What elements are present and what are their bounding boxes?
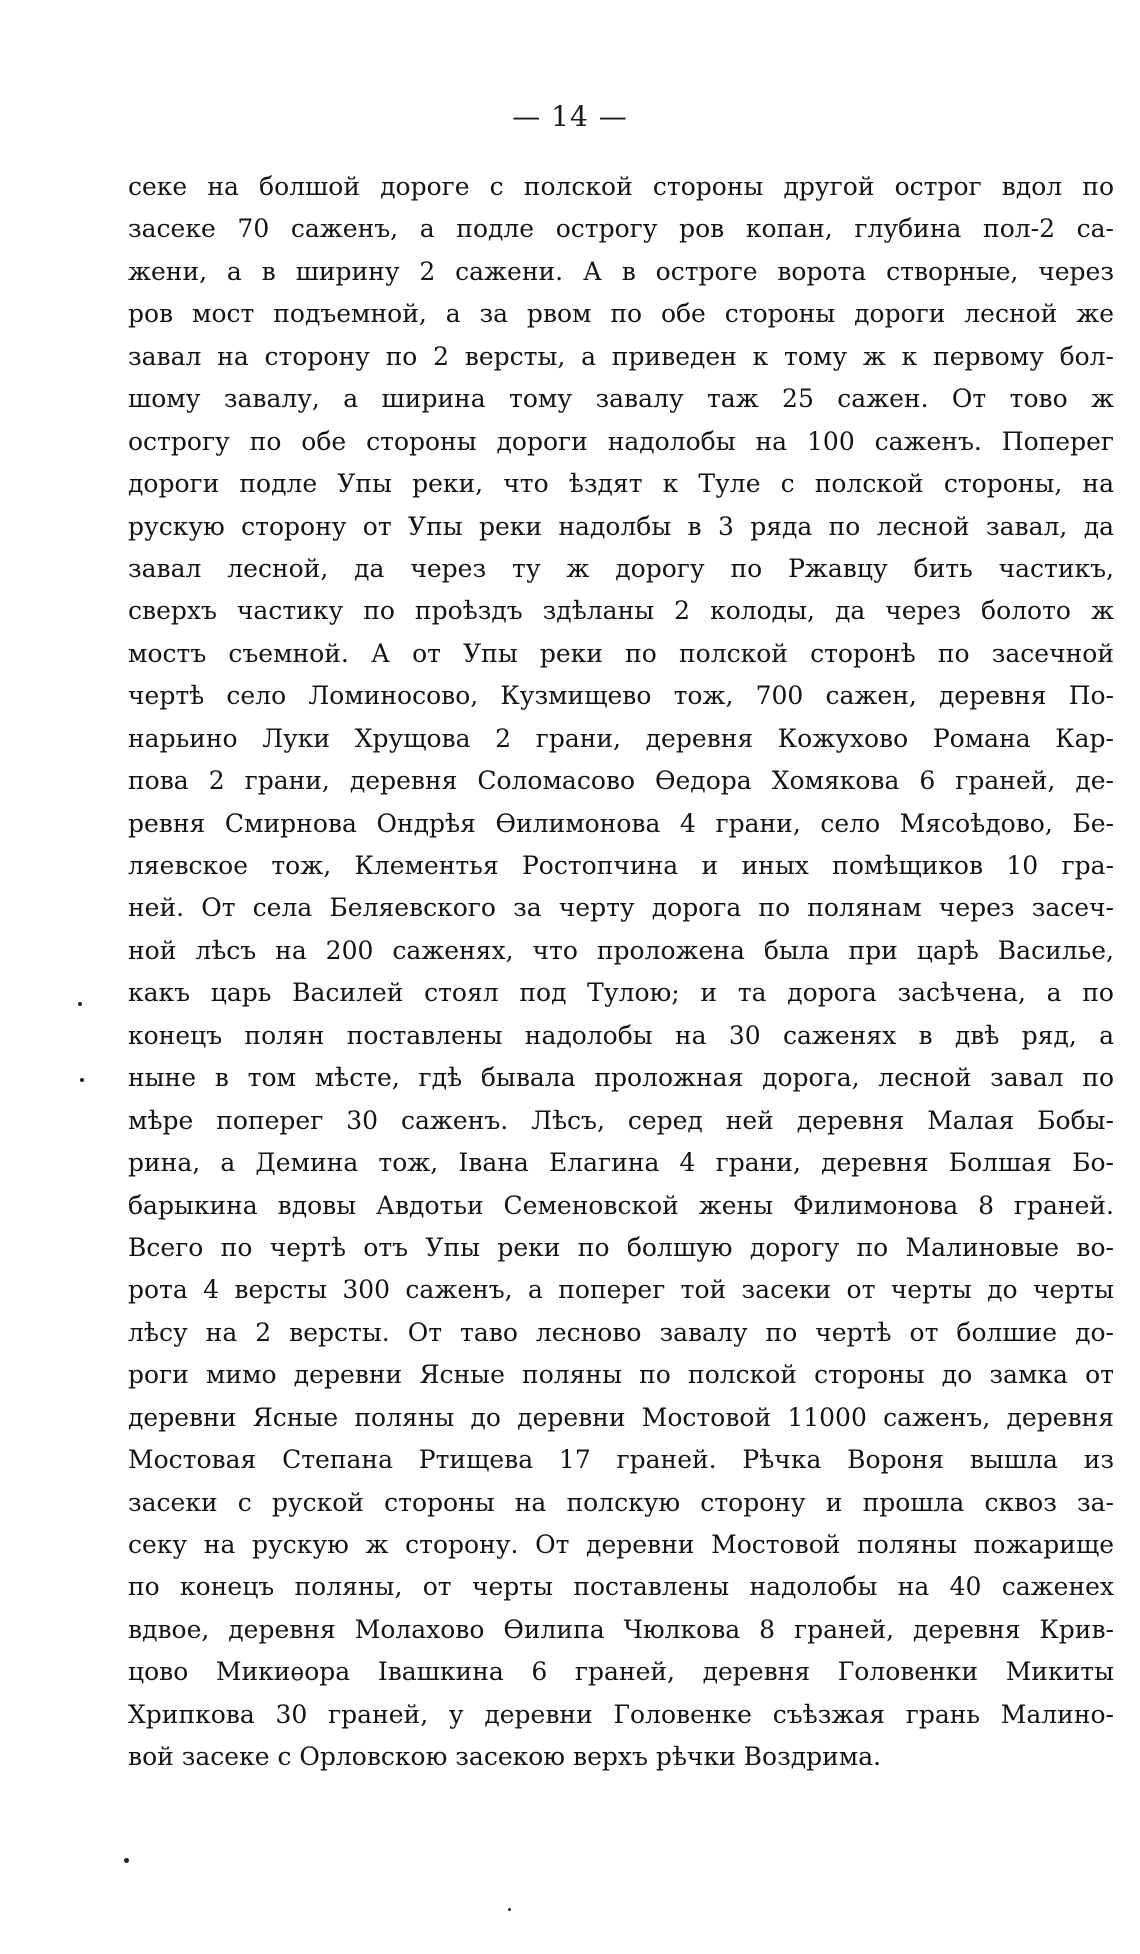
text-line: ляевское тож, Клементья Ростопчина и иных помѣщиков 10 гра- [128,851,1114,880]
text-line: ныне в том мѣсте, гдѣ бывала проложная дорога, лесной завал по [128,1063,1114,1093]
text-line: завал лесной, да через ту ж дорогу по Ржавцу бить частикъ, [128,553,1114,583]
ink-speck [80,1078,84,1082]
text-line: секу на рускую ж сторону. От деревни Мостовой поляны пожарище [128,1530,1114,1559]
text-line: жени, а в ширину 2 сажени. А в остроге ворота створные, через [128,256,1114,286]
text-line: дороги подле Упы реки, что ѣздят к Туле с полской стороны, на [128,469,1114,499]
page-number: — 14 — [512,100,628,133]
text-line: засеке 70 саженъ, а подле острогу ров копан, глубина пол-2 са- [128,214,1114,244]
text-line: рина, а Демина тож, Івана Елагина 4 грани, деревня Болшая Бо- [128,1148,1114,1178]
text-line: лѣсу на 2 версты. От таво лесново завалу по чертѣ от болшие до- [128,1317,1114,1347]
text-line: сверхъ частику по проѣздъ здѣланы 2 колоды, да через болото ж [128,596,1114,626]
text-line: секе на болшой дороге с полской стороны другой острог вдол по [128,172,1114,201]
text-line: ров мост подъемной, а за рвом по обе стороны дороги лесной же [128,299,1114,329]
text-line: Мостовая Степана Ртищева 17 граней. Рѣчка Вороня вышла из [128,1445,1114,1475]
text-line: нарьино Луки Хрущова 2 грани, деревня Кожухово Романа Кар- [128,723,1114,753]
text-line: рота 4 версты 300 саженъ, а поперег той засеки от черты до черты [128,1275,1114,1305]
text-line: ней. От села Беляевского за черту дорога по полянам через засеч- [128,893,1114,923]
text-line: Хрипкова 30 граней, у деревни Головенке съѣзжая грань Малино- [128,1699,1114,1729]
text-line: засеки с руской стороны на полскую сторону и прошла сквоз за- [128,1487,1114,1517]
text-line: мѣре поперег 30 саженъ. Лѣсъ, серед ней деревня Малая Бобы- [128,1105,1114,1135]
ink-speck [508,1908,511,1911]
body-text [128,166,1114,1779]
text-line: ной лѣсъ на 200 саженях, что проложена была при царѣ Василье, [128,935,1114,965]
text-line: деревни Ясные поляны до деревни Мостовой 11000 саженъ, деревня [128,1402,1114,1432]
text-line: по конецъ поляны, от черты поставлены надолобы на 40 саженех [128,1572,1114,1602]
ink-speck [124,1858,129,1863]
text-line: ревня Смирнова Ондрѣя Ѳилимонова 4 грани, село Мясоѣдово, Бе- [128,808,1114,838]
text-line: чертѣ село Ломиносово, Кузмищево тож, 700 сажен, деревня По- [128,681,1114,711]
text-line: шому завалу, а ширина тому завалу таж 25 сажен. От тово ж [128,384,1114,414]
text-line: вой засеке с Орловскою засекою верхъ рѣчки Воздрима. [128,1742,882,1772]
text-line: какъ царь Василей стоял под Тулою; и та дорога засѣчена, а по [128,978,1114,1008]
text-line: острогу по обе стороны дороги надолобы на 100 саженъ. Поперег [128,426,1114,456]
text-line: вдвое, деревня Молахово Ѳилипа Чюлкова 8 граней, деревня Крив- [128,1614,1114,1644]
text-line: мостъ съемной. А от Упы реки по полской сторонѣ по засечной [128,638,1114,668]
ink-speck [78,1002,82,1006]
text-line: барыкина вдовы Авдотьи Семеновской жены Филимонова 8 граней. [128,1190,1114,1220]
text-line: рускую сторону от Упы реки надолбы в 3 ряда по лесной завал, да [128,511,1114,541]
text-line: Всего по чертѣ отъ Упы реки по болшую дорогу по Малиновые во- [128,1232,1114,1262]
text-line: конецъ полян поставлены надолобы на 30 саженях в двѣ ряд, а [128,1020,1114,1050]
text-line: цово Микиѳора Івашкина 6 граней, деревня Головенки Микиты [128,1657,1114,1687]
text-line: завал на сторону по 2 версты, а приведен к тому ж к первому бол- [128,341,1114,371]
text-line: роги мимо деревни Ясные поляны по полской стороны до замка от [128,1360,1114,1390]
text-line: пова 2 грани, деревня Соломасово Ѳедора Хомякова 6 граней, де- [128,766,1114,796]
